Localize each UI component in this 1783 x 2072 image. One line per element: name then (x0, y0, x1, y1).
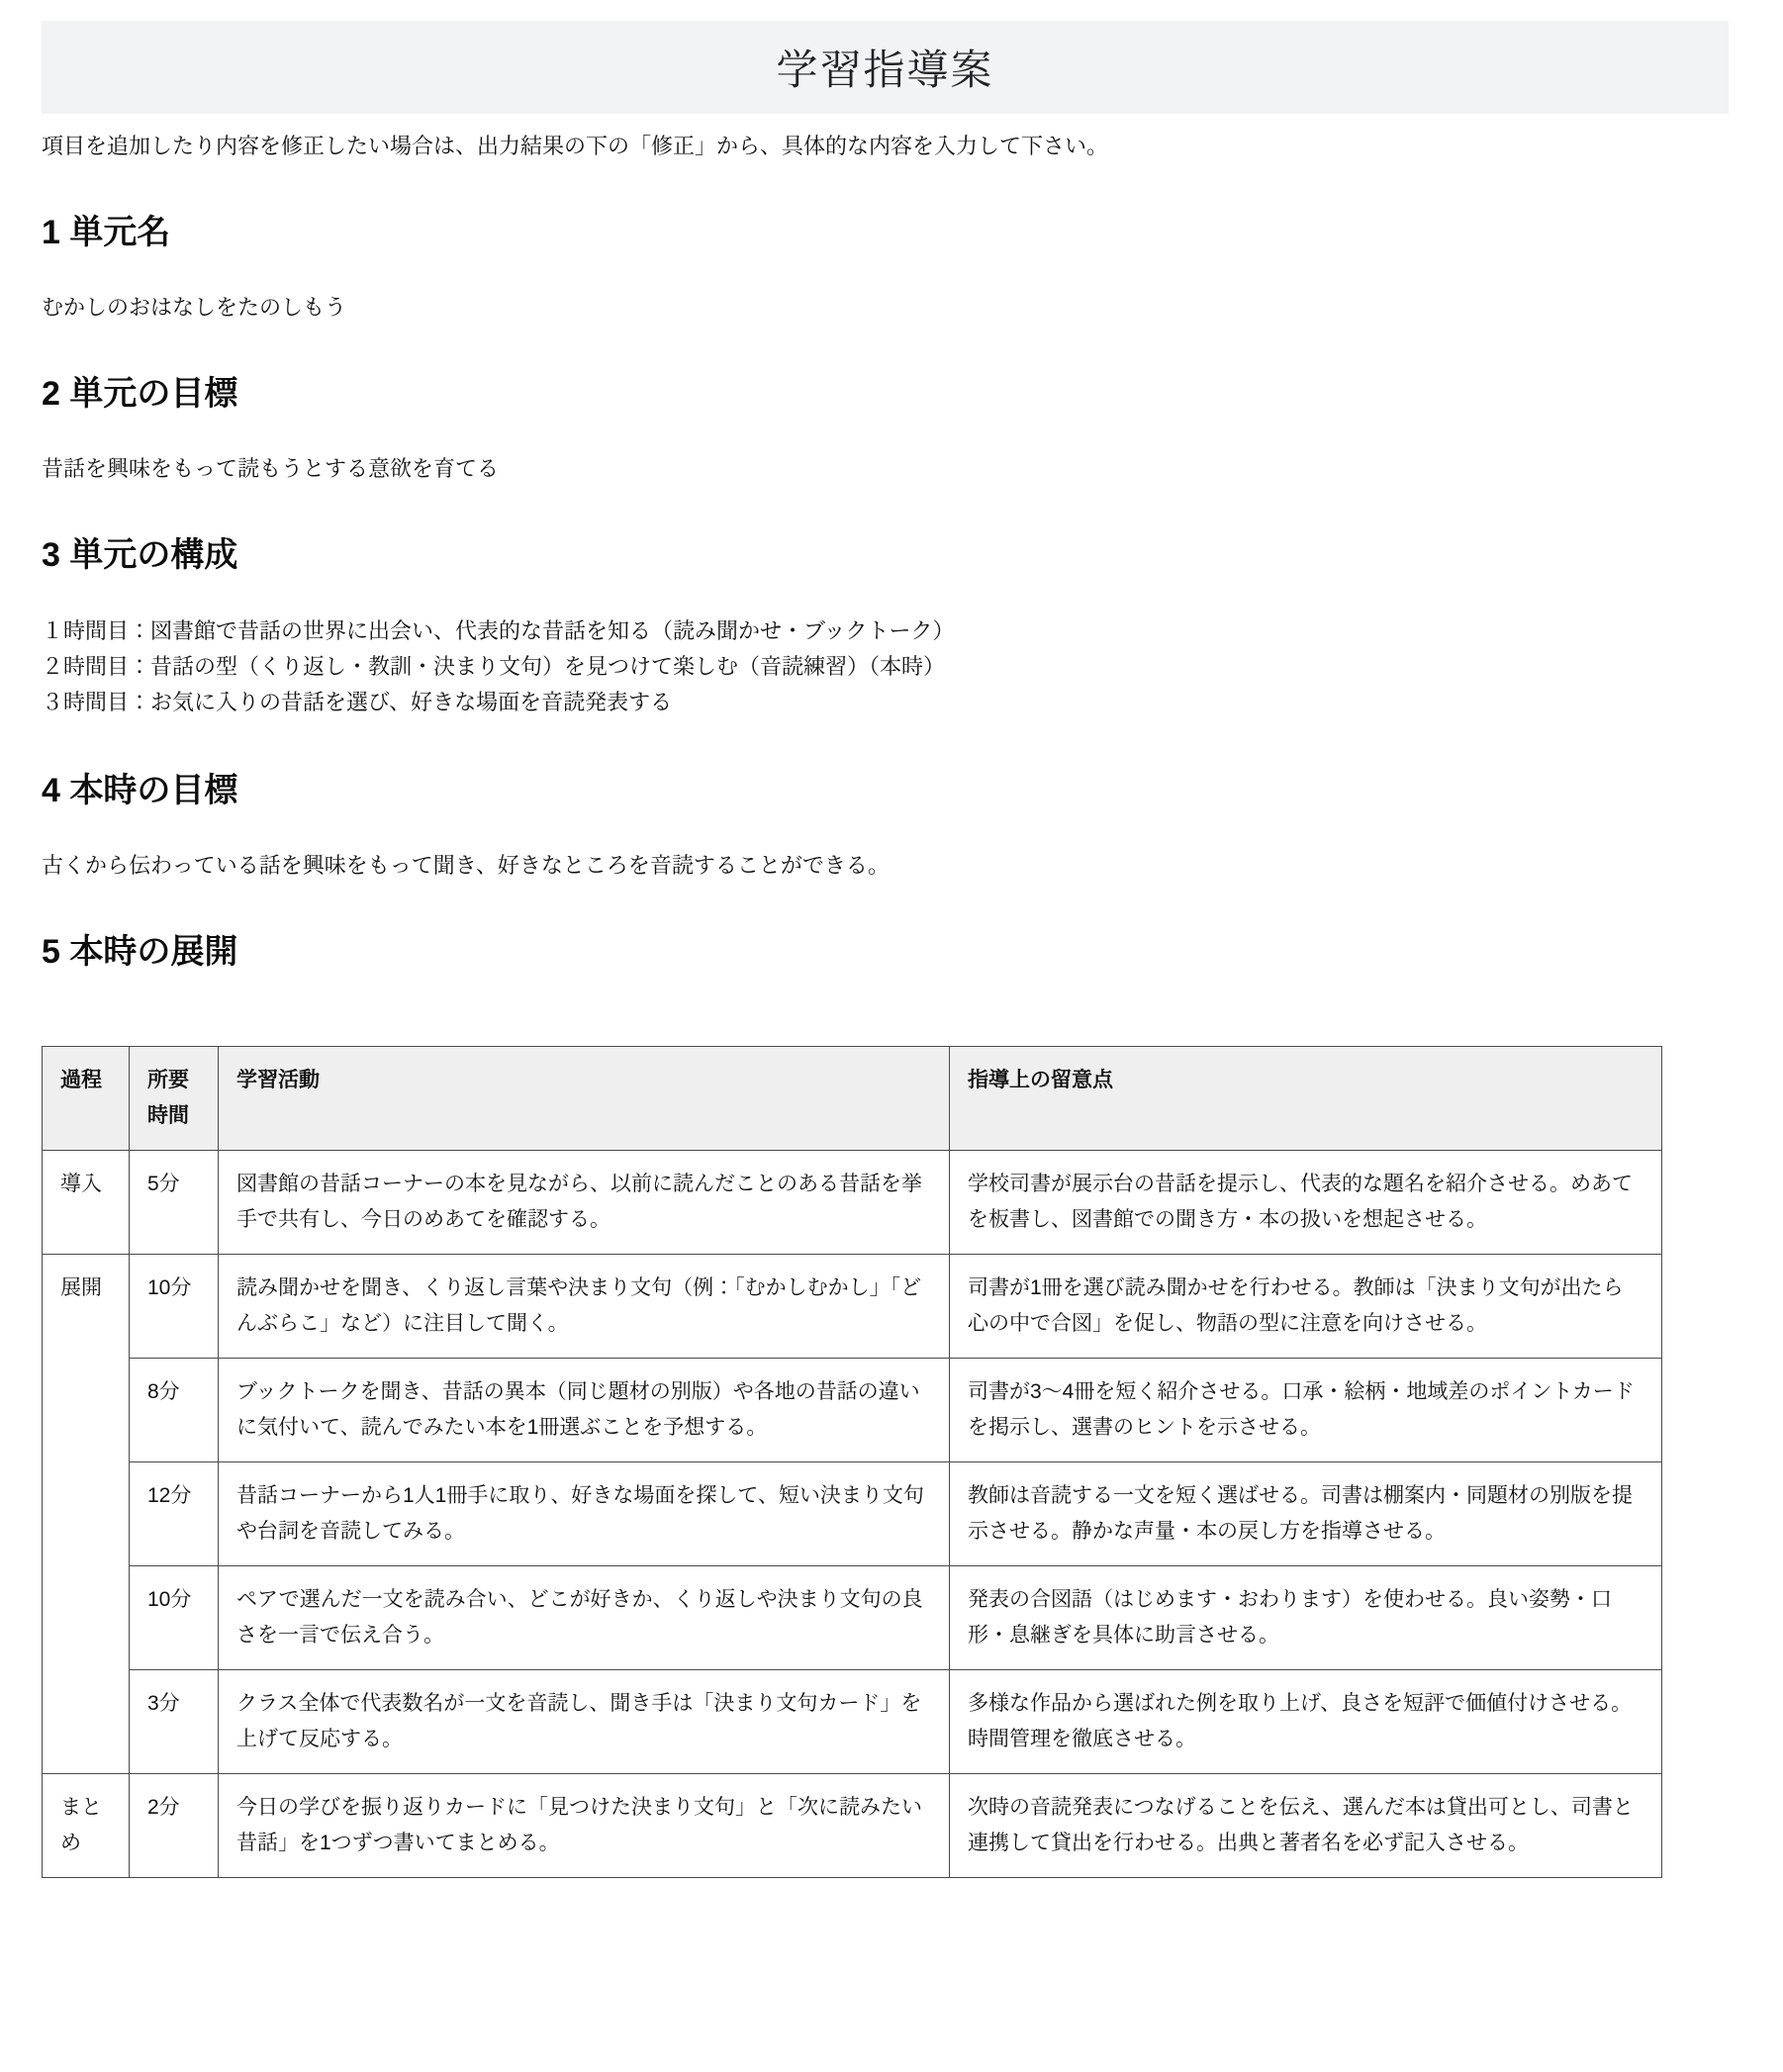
activity-cell: 今日の学びを振り返りカードに「見つけた決まり文句」と「次に読みたい昔話」を1つずつ書いてまとめる。 (219, 1774, 950, 1878)
unit-structure-list (42, 613, 1729, 720)
column-header-activity: 学習活動 (219, 1047, 950, 1151)
time-cell: 5分 (130, 1151, 219, 1255)
column-header-notes: 指導上の留意点 (950, 1047, 1662, 1151)
unit-goal-text: 昔話を興味をもって読もうとする意欲を育てる (42, 456, 500, 481)
time-cell: 10分 (130, 1566, 219, 1670)
notes-cell: 司書が3〜4冊を短く紹介させる。口承・絵柄・地域差のポイントカードを掲示し、選書のヒントを示させる。 (950, 1359, 1662, 1462)
process-cell: 導入 (43, 1151, 130, 1255)
notes-cell: 次時の音読発表につなげることを伝え、選んだ本は貸出可とし、司書と連携して貸出を行わせる。出典と著者名を必ず記入させる。 (950, 1774, 1662, 1878)
lesson-plan-table (42, 1046, 1662, 1878)
table-header-row (43, 1047, 1662, 1151)
time-cell: 8分 (130, 1359, 219, 1462)
activity-cell: 昔話コーナーから1人1冊手に取り、好きな場面を探して、短い決まり文句や台詞を音読してみる。 (219, 1462, 950, 1566)
section-heading-unit-name: 1 単元名 (42, 214, 171, 251)
section-heading-unit-goal: 2 単元の目標 (42, 375, 238, 413)
notes-cell: 司書が1冊を選び読み聞かせを行わせる。教師は「決まり文句が出たら心の中で合図」を促し、物語の型に注意を向けさせる。 (950, 1255, 1662, 1359)
table-row (43, 1774, 1662, 1878)
section-heading-lesson-flow: 5 本時の展開 (42, 933, 238, 971)
title-banner (42, 21, 1729, 114)
notes-cell: 学校司書が展示台の昔話を提示し、代表的な題名を紹介させる。めあてを板書し、図書館での聞き方・本の扱いを想起させる。 (950, 1151, 1662, 1255)
column-header-process: 過程 (43, 1047, 130, 1151)
table-row (43, 1151, 1662, 1255)
process-cell: 展開 (43, 1255, 130, 1774)
table-row (43, 1670, 1662, 1774)
time-cell: 2分 (130, 1774, 219, 1878)
process-cell: まとめ (43, 1774, 130, 1878)
lesson-goal-text: 古くから伝わっている話を興味をもって聞き、好きなところを音読することができる。 (42, 853, 890, 878)
page-title: 学習指導案 (776, 47, 994, 93)
intro-note: 項目を追加したり内容を修正したい場合は、出力結果の下の「修正」から、具体的な内容を入力して下さい。 (42, 134, 1109, 158)
time-cell: 3分 (130, 1670, 219, 1774)
notes-cell: 教師は音読する一文を短く選ばせる。司書は棚案内・同題材の別版を提示させる。静かな声量・本の戻し方を指導させる。 (950, 1462, 1662, 1566)
unit-structure-line-3: ３時間目：お気に入りの昔話を選び、好きな場面を音読発表する (42, 690, 673, 714)
activity-cell: ブックトークを聞き、昔話の異本（同じ題材の別版）や各地の昔話の違いに気付いて、読んでみたい本を1冊選ぶことを予想する。 (219, 1359, 950, 1462)
activity-cell: 読み聞かせを聞き、くり返し言葉や決まり文句（例：「むかしむかし」「どんぶらこ」など）に注目して聞く。 (219, 1255, 950, 1359)
time-cell: 12分 (130, 1462, 219, 1566)
table-row (43, 1566, 1662, 1670)
notes-cell: 発表の合図語（はじめます・おわります）を使わせる。良い姿勢・口形・息継ぎを具体に助言させる。 (950, 1566, 1662, 1670)
unit-structure-line-1: １時間目：図書館で昔話の世界に出会い、代表的な昔話を知る（読み聞かせ・ブックトーク） (42, 618, 955, 643)
column-header-time: 所要時間 (130, 1047, 219, 1151)
section-heading-lesson-goal: 4 本時の目標 (42, 772, 238, 809)
notes-cell: 多様な作品から選ばれた例を取り上げ、良さを短評で価値付けさせる。時間管理を徹底させる。 (950, 1670, 1662, 1774)
section-heading-unit-structure: 3 単元の構成 (42, 536, 238, 574)
table-row (43, 1359, 1662, 1462)
table-row (43, 1462, 1662, 1566)
table-row (43, 1255, 1662, 1359)
activity-cell: 図書館の昔話コーナーの本を見ながら、以前に読んだことのある昔話を挙手で共有し、今日のめあてを確認する。 (219, 1151, 950, 1255)
activity-cell: クラス全体で代表数名が一文を音読し、聞き手は「決まり文句カード」を上げて反応する。 (219, 1670, 950, 1774)
unit-name-text: むかしのおはなしをたのしもう (42, 295, 347, 320)
activity-cell: ペアで選んだ一文を読み合い、どこが好きか、くり返しや決まり文句の良さを一言で伝え合う。 (219, 1566, 950, 1670)
time-cell: 10分 (130, 1255, 219, 1359)
unit-structure-line-2: ２時間目：昔話の型（くり返し・教訓・決まり文句）を見つけて楽しむ（音読練習）（本時） (42, 654, 946, 679)
